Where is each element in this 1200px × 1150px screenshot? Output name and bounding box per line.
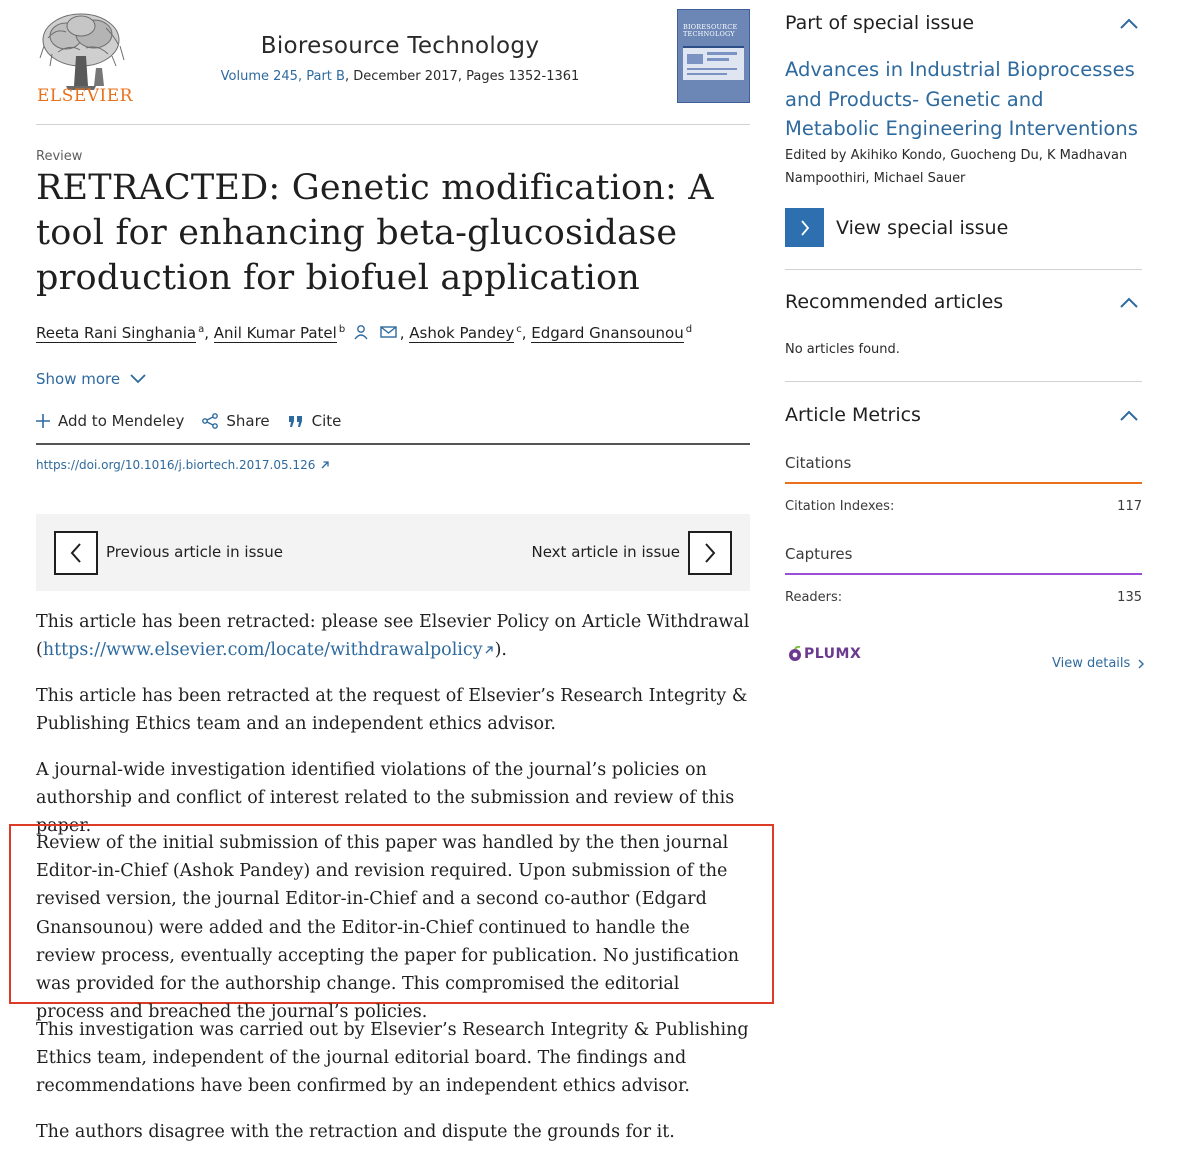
citations-divider	[785, 482, 1142, 484]
add-to-mendeley-button[interactable]	[36, 412, 184, 430]
plumx-wordmark: PLUMX	[804, 646, 862, 662]
citation-indexes-label: Citation Indexes:	[785, 499, 895, 514]
special-issue-header[interactable]	[785, 12, 1142, 34]
chevron-up-icon[interactable]	[1120, 18, 1138, 29]
article-toolbar	[36, 412, 750, 445]
email-icon[interactable]	[380, 325, 397, 339]
special-issue-title-link[interactable]: Advances in Industrial Bioprocesses and Products- Genetic and Metabolic Engineering Interventions	[785, 58, 1138, 140]
affiliation-marker[interactable]: d	[685, 324, 693, 335]
author-link[interactable]: Anil Kumar Patel	[213, 324, 337, 342]
view-details-link[interactable]	[1052, 656, 1144, 671]
affiliation-marker[interactable]: b	[338, 324, 346, 335]
affiliation-marker[interactable]: c	[516, 324, 522, 335]
chevron-up-icon[interactable]	[1120, 297, 1138, 308]
author-list: Reeta Rani Singhania $^a$, Anil Kumar Patel $^b$ , Ashok Pandey $^c$, Edgard Gnansounou $^d$	[36, 324, 693, 342]
captures-label: Captures	[785, 545, 853, 563]
special-issue-editors: Edited by Akihiko Kondo, Guocheng Du, K Madhavan Nampoothiri, Michael Sauer	[785, 148, 1128, 186]
plumx-icon	[787, 646, 803, 662]
issue-details: , December 2017, Pages 1352-1361	[344, 69, 580, 84]
plus-icon	[36, 414, 50, 428]
issue-navigation	[36, 514, 750, 591]
external-link-icon	[484, 645, 494, 655]
header-divider	[36, 124, 750, 125]
share-label: Share	[226, 412, 270, 430]
cite-button[interactable]	[288, 412, 342, 430]
cite-label: Cite	[311, 412, 342, 430]
chevron-right-icon	[800, 220, 810, 236]
journal-title[interactable]: Bioresource Technology	[260, 33, 540, 59]
no-articles-message: No articles found.	[785, 342, 900, 357]
share-icon	[202, 413, 218, 429]
volume-link[interactable]: Volume 245, Part B	[220, 69, 345, 84]
share-button[interactable]	[202, 412, 269, 430]
chevron-up-icon[interactable]	[1120, 410, 1138, 421]
view-details-label: View details	[1052, 656, 1131, 671]
next-article-button[interactable]	[688, 531, 732, 575]
readers-row	[785, 590, 1142, 605]
quote-icon	[288, 415, 304, 428]
retraction-paragraph: A journal-wide investigation identified violations of the journal’s policies on authorship and conflict of interest related to the submission and review of this paper.	[36, 760, 735, 837]
citation-indexes-row	[785, 499, 1142, 514]
retraction-paragraph: This article has been retracted: please see Elsevier Policy on Article Withdrawal (https://www.elsevier.com/locate/withdrawalpolicy ).	[36, 612, 750, 661]
next-article-label[interactable]: Next article in issue	[531, 543, 680, 561]
special-issue-heading: Part of special issue	[785, 12, 975, 34]
sidebar-divider	[785, 381, 1142, 382]
cover-title: BIORESOURCE TECHNOLOGY	[683, 23, 738, 38]
highlighted-paragraph: Review of the initial submission of this paper was handled by the then journal Editor-in-Chief (Ashok Pandey) and revision required. Upon submission of the revised version, the journal Editor-in-Chief and a second co-author (Edgard Gnansounou) were added and the Editor-in-Chief continued to handle the review process, eventually accepting the paper for publication. No justification was provided for the authorship change. This compromised the editorial process and breached the journal’s policies.	[36, 833, 739, 1023]
metrics-heading: Article Metrics	[785, 404, 921, 426]
citation-indexes-value: 117	[1117, 499, 1142, 514]
affiliation-marker[interactable]: a	[198, 324, 205, 335]
previous-article-label[interactable]: Previous article in issue	[106, 543, 283, 561]
doi-link[interactable]	[36, 458, 330, 472]
doi-text: https://doi.org/10.1016/j.biortech.2017.05.126	[36, 458, 316, 472]
person-icon[interactable]	[353, 324, 369, 340]
sidebar-divider	[785, 269, 1142, 270]
author-link[interactable]: Reeta Rani Singhania	[36, 324, 197, 342]
show-more-button[interactable]	[36, 370, 146, 388]
article-title: RETRACTED: Genetic modification: A tool for enhancing beta-glucosidase production for biofuel application	[36, 168, 714, 298]
journal-cover-image[interactable]	[677, 9, 750, 103]
external-link-icon	[320, 460, 330, 470]
citations-label: Citations	[785, 454, 852, 472]
view-special-issue-label: View special issue	[836, 216, 1009, 239]
previous-article-button[interactable]	[54, 531, 98, 575]
recommended-heading: Recommended articles	[785, 291, 1004, 313]
publisher-wordmark: ELSEVIER	[37, 86, 133, 106]
article-type-label: Review	[36, 149, 83, 164]
mendeley-label: Add to Mendeley	[58, 412, 185, 430]
retraction-paragraph: This article has been retracted at the request of Elsevier’s Research Integrity & Publishing Ethics team and an independent ethics advisor.	[36, 686, 748, 735]
author-link[interactable]: Edgard Gnansounou	[531, 324, 684, 342]
retraction-paragraph: This investigation was carried out by Elsevier’s Research Integrity & Publishing Ethics team, independent of the journal editorial board. The findings and recommendations have been confirmed by an independent ethics advisor.	[36, 1020, 749, 1097]
show-more-label: Show more	[36, 370, 121, 388]
withdrawal-policy-link[interactable]: https://www.elsevier.com/locate/withdrawalpolicy	[42, 640, 483, 661]
chevron-down-icon	[130, 374, 146, 384]
chevron-left-icon	[70, 543, 82, 563]
chevron-right-icon	[704, 543, 716, 563]
view-special-issue-button[interactable]	[785, 208, 1008, 247]
readers-label: Readers:	[785, 590, 843, 605]
metrics-header[interactable]	[785, 404, 1142, 426]
chevron-right-icon	[1138, 659, 1144, 669]
plumx-logo[interactable]	[787, 646, 861, 662]
readers-value: 135	[1117, 590, 1142, 605]
view-special-issue-icon-box	[785, 208, 824, 247]
author-link[interactable]: Ashok Pandey	[409, 324, 515, 342]
recommended-header[interactable]	[785, 291, 1142, 313]
cover-artwork	[683, 46, 744, 80]
retraction-paragraph: The authors disagree with the retraction and dispute the grounds for it.	[36, 1122, 675, 1142]
captures-divider	[785, 573, 1142, 575]
